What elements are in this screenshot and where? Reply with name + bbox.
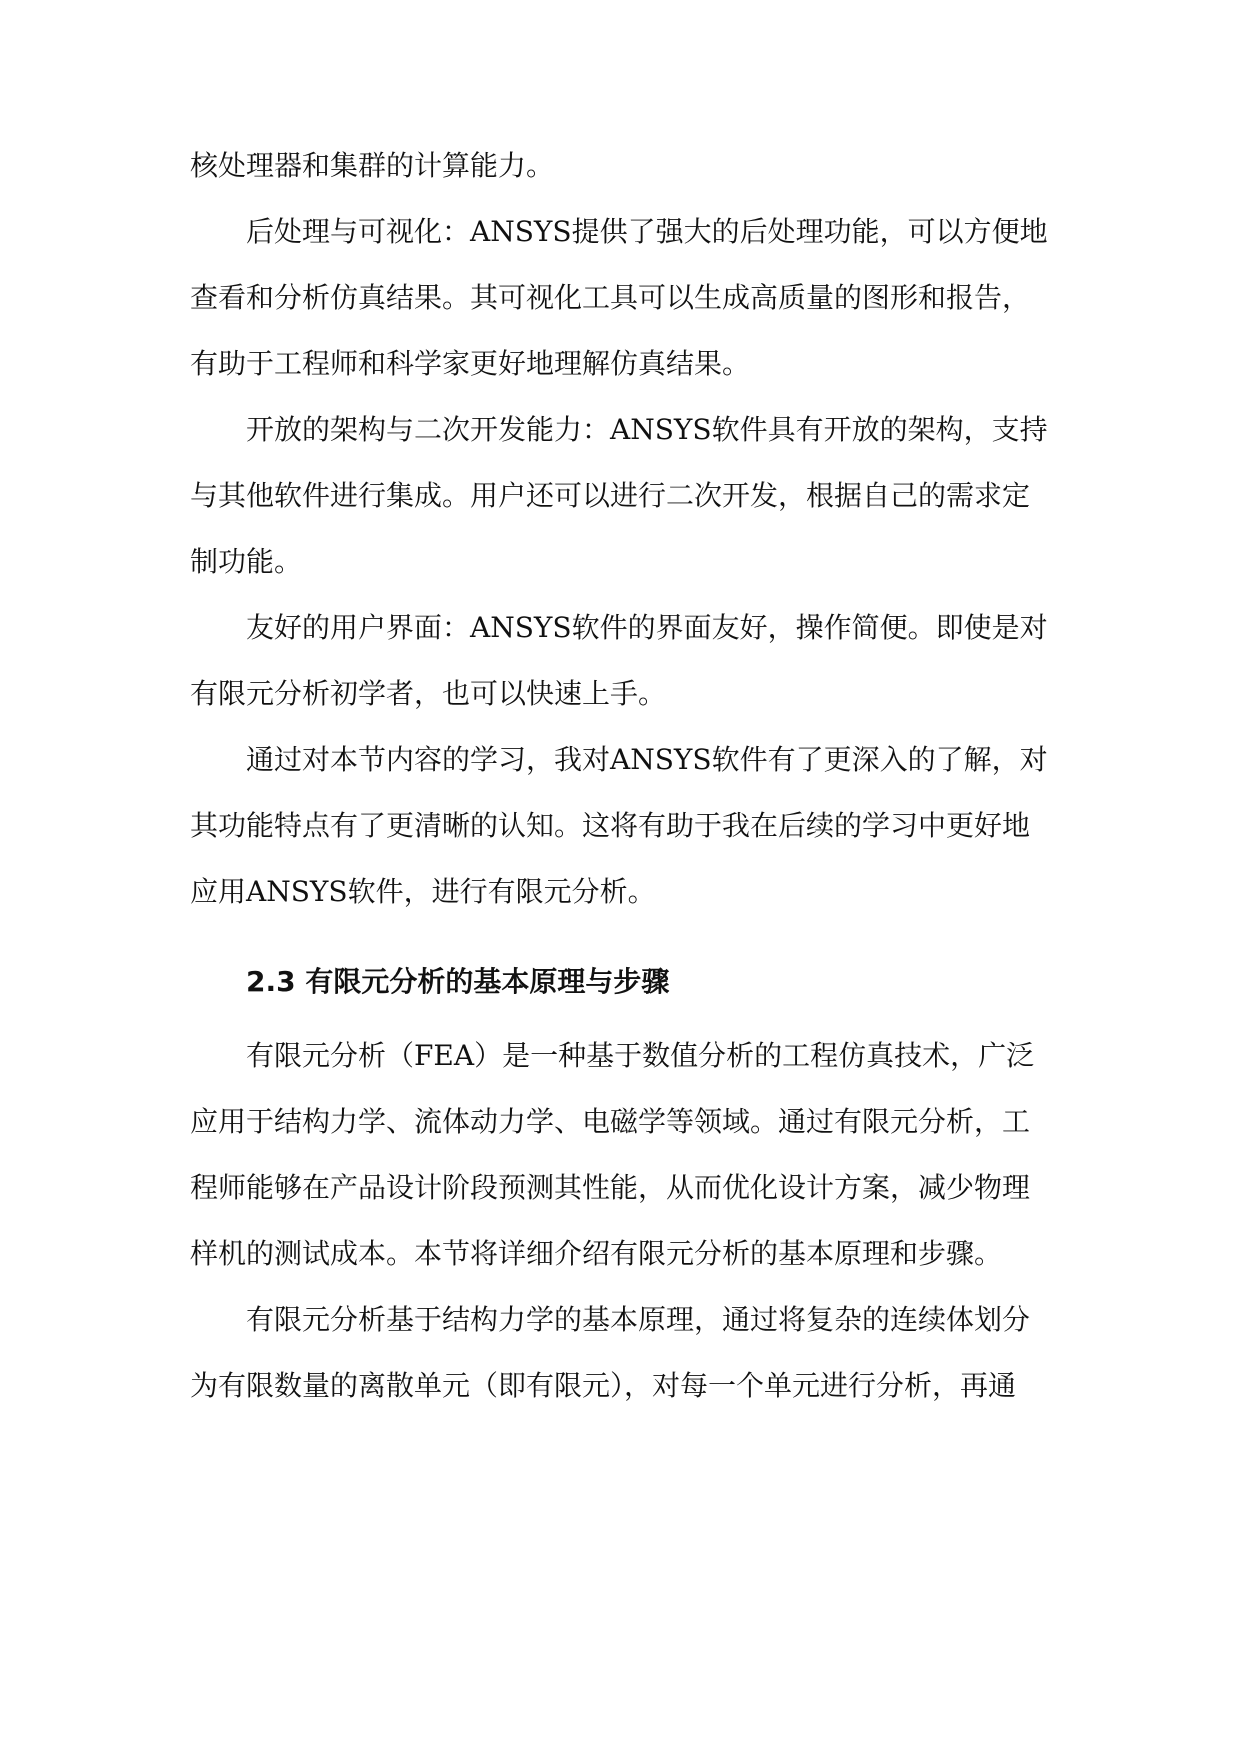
- paragraph-line: 开放的架构与二次开发能力：ANSYS软件具有开放的架构，支持: [246, 413, 1048, 446]
- paragraph-line: 查看和分析仿真结果。其可视化工具可以生成高质量的图形和报告，: [190, 281, 1031, 314]
- paragraph-line: 有限元分析（FEA）是一种基于数值分析的工程仿真技术，广泛: [246, 1039, 1035, 1072]
- paragraph-line: 有限元分析初学者，也可以快速上手。: [190, 677, 667, 710]
- paragraph-line: 程师能够在产品设计阶段预测其性能，从而优化设计方案，减少物理: [190, 1171, 1031, 1204]
- paragraph-line: 应用于结构力学、流体动力学、电磁学等领域。通过有限元分析，工: [190, 1105, 1031, 1138]
- paragraph-line: 制功能。: [190, 545, 303, 578]
- paragraph-line: 样机的测试成本。本节将详细介绍有限元分析的基本原理和步骤。: [190, 1237, 1003, 1270]
- section-heading: 2.3 有限元分析的基本原理与步骤: [246, 965, 670, 998]
- paragraph-line: 有助于工程师和科学家更好地理解仿真结果。: [190, 347, 751, 380]
- paragraph-line: 核处理器和集群的计算能力。: [190, 149, 555, 182]
- paragraph-line: 与其他软件进行集成。用户还可以进行二次开发，根据自己的需求定: [190, 479, 1031, 512]
- paragraph-line: 应用ANSYS软件，进行有限元分析。: [190, 875, 656, 908]
- paragraph-line: 为有限数量的离散单元（即有限元），对每一个单元进行分析，再通: [190, 1369, 1017, 1402]
- paragraph-line: 通过对本节内容的学习，我对ANSYS软件有了更深入的了解，对: [246, 743, 1048, 776]
- paragraph-line: 后处理与可视化：ANSYS提供了强大的后处理功能，可以方便地: [246, 215, 1048, 248]
- paragraph-line: 其功能特点有了更清晰的认知。这将有助于我在后续的学习中更好地: [190, 809, 1031, 842]
- paragraph-line: 有限元分析基于结构力学的基本原理，通过将复杂的连续体划分: [246, 1303, 1031, 1336]
- paragraph-line: 友好的用户界面：ANSYS软件的界面友好，操作简便。即使是对: [246, 611, 1048, 644]
